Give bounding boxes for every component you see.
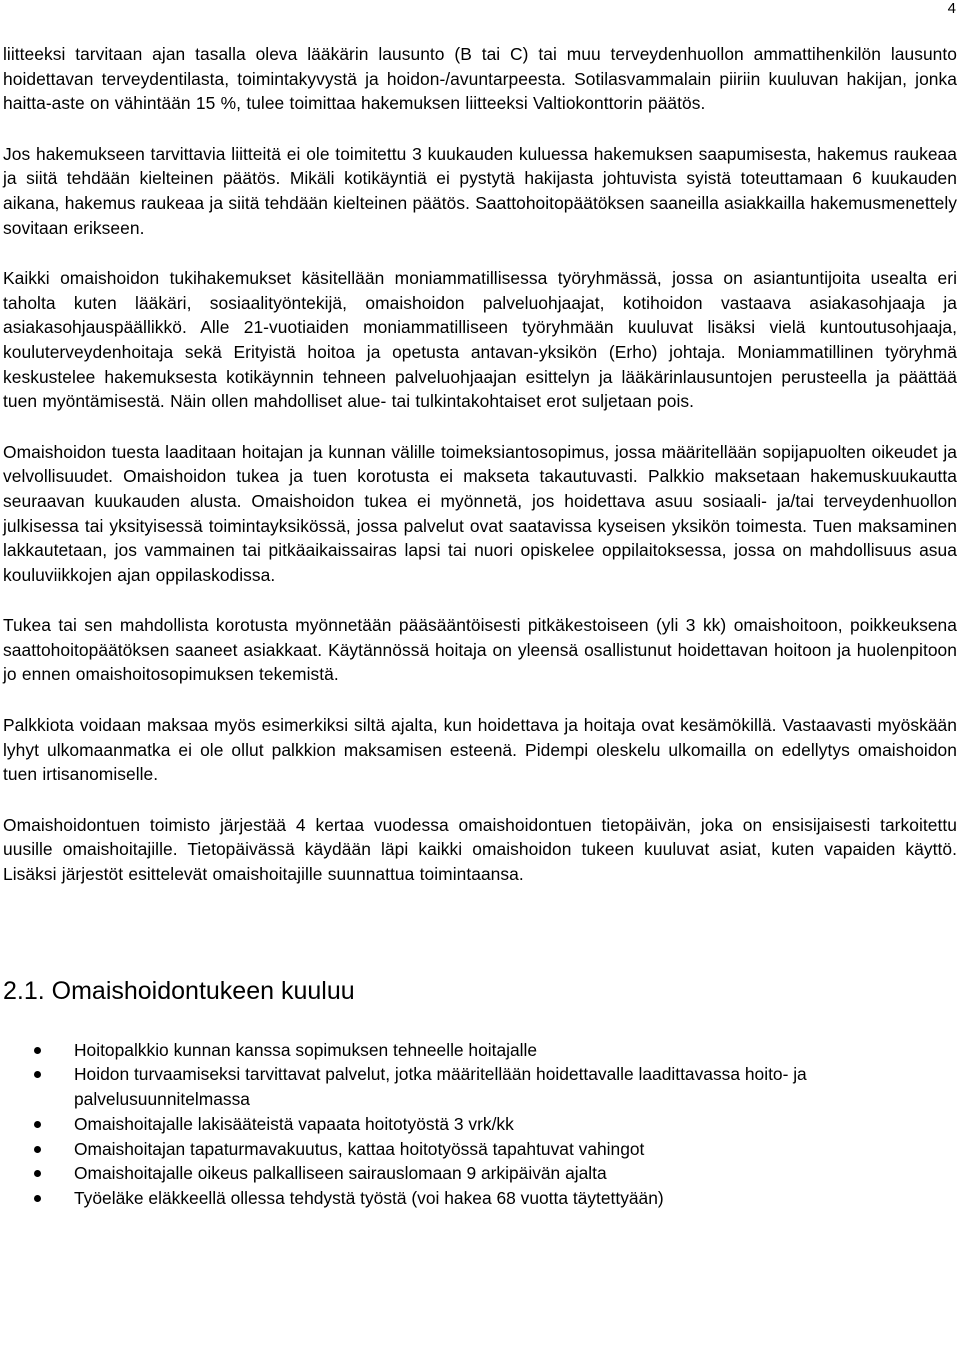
paragraph-working-group: Kaikki omaishoidon tukihakemukset käsitellään moniammatillisessa työryhmässä, jossa on asiantuntijoita usealta eri taholta kuten lääkäri, sosiaalityöntekijä, omaishoidon palveluohjaajat, kotihoidon vastaava asiakasohjaaja ja asiakasohjauspäällikkö. Alle 21-vuotiaiden moniammatilliseen työryhmään kuuluvat lisäksi vielä kuntoutusohjaaja, kouluterveydenhoitaja sekä Erityistä hoitoa ja opetusta antavan-yksikön (Erho) johtaja. Moniammatillinen työryhmä keskustelee hakemuksesta kotikäynnin tehneen palveluohjaajan esittelyn ja lääkärinlausuntojen perusteella ja päättää tuen myöntämisestä. Näin ollen mahdolliset alue- tai tulkintakohtaiset erot suljetaan pois. bbox=[3, 268, 957, 412]
list-item bbox=[3, 1112, 957, 1137]
list-item-text: Omaishoitajalle oikeus palkalliseen sairauslomaan 9 arkipäivän ajalta bbox=[74, 1163, 607, 1184]
list-item bbox=[3, 1186, 957, 1211]
paragraph-travel: Palkkiota voidaan maksaa myös esimerkiksi siltä ajalta, kun hoidettava ja hoitaja ovat kesämökillä. Vastaavasti myöskään lyhyt ulkomaanmatka ei ole ollut palkkion maksamisen esteenä. Pidempi oleskelu ulkomailla on edellytys omaishoidon tuen irtisanomiselle. bbox=[3, 715, 957, 785]
list-item bbox=[3, 1137, 957, 1162]
benefits-list bbox=[3, 1038, 957, 1211]
list-item bbox=[3, 1062, 957, 1111]
list-item-text: Omaishoitajalle lakisääteistä vapaata hoitotyöstä 3 vrk/kk bbox=[74, 1113, 514, 1134]
bullet-icon bbox=[34, 1195, 41, 1202]
list-item-text: Työeläke eläkkeellä ollessa tehdystä työstä (voi hakea 68 vuotta täytettyään) bbox=[74, 1188, 664, 1209]
list-item-text: Hoitopalkkio kunnan kanssa sopimuksen tehneelle hoitajalle bbox=[74, 1039, 538, 1060]
page-number: 4 bbox=[947, 0, 956, 17]
list-item bbox=[3, 1038, 957, 1063]
paragraph-contract: Omaishoidon tuesta laaditaan hoitajan ja kunnan välille toimeksiantosopimus, jossa määritellään sopijapuolten oikeudet ja velvollisuudet. Omaishoidon tukea ja tuen korotusta ei makseta takautuvasti. Palkkio maksetaan hakemuskuukautta seuraavan kuukauden alusta. Omaishoidon tukea ei myönnetä, jos hoidettava asuu sosiaali- ja/tai terveydenhuollon julkisessa tai yksityisessä toimintayksikössä, jossa palvelut ovat saatavissa kyseisen yksikön toimesta. Tuen maksaminen lakkautetaan, jos vammainen tai pitkäaikaissairas lapsi tai nuori opiskelee oppilaitoksessa, jossa on mahdollisuus asua kouluviikkojen ajan oppilaskodissa. bbox=[3, 441, 957, 585]
paragraph-missing-attachments: Jos hakemukseen tarvittavia liitteitä ei ole toimitettu 3 kuukauden kuluessa hakemuksen saapumisesta, hakemus raukeaa ja siitä tehdään kielteinen päätös. Mikäli kotikäyntiä ei pystytä hakijasta johtuvista syistä toteuttamaan 6 kuukauden aikana, hakemus raukeaa ja siitä tehdään kielteinen päätös. Saattohoitopäätöksen saaneilla asiakkailla hakemusmenettely sovitaan erikseen. bbox=[3, 143, 957, 238]
paragraph-attachments: liitteeksi tarvitaan ajan tasalla oleva lääkärin lausunto (B tai C) tai muu terveydenhuollon ammattihenkilön lausunto hoidettavan terveydentilasta, toimintakyvystä ja hoidon-/avuntarpeesta. Sotilasvammalain piiriin kuuluvan hakijan, jonka haitta-aste on vähintään 15 %, tulee toimittaa hakemuksen liitteeksi Valtiokonttorin päätös. bbox=[3, 44, 957, 114]
bullet-icon bbox=[34, 1071, 41, 1078]
paragraph-long-term-care: Tukea tai sen mahdollista korotusta myönnetään pääsääntöisesti pitkäkestoiseen (yli 3 kk) omaishoitoon, poikkeuksena saattohoitopäätöksen saaneet asiakkaat. Käytännössä hoitaja on yleensä osallistunut hoidettavan hoitoon ja huolenpitoon jo ennen omaishoitosopimuksen tekemistä. bbox=[3, 615, 957, 685]
list-item-text: Omaishoitajan tapaturmavakuutus, kattaa hoitotyössä tapahtuvat vahingot bbox=[74, 1138, 645, 1159]
document-body bbox=[3, 42, 957, 1211]
bullet-icon bbox=[34, 1170, 41, 1177]
list-item bbox=[3, 1161, 957, 1186]
bullet-icon bbox=[34, 1121, 41, 1128]
paragraph-info-day: Omaishoidontuen toimisto järjestää 4 kertaa vuodessa omaishoidontuen tietopäivän, joka on ensisijaisesti tarkoitettu uusille omaishoitajille. Tietopäivässä käydään läpi kaikki omaishoidon tukeen kuuluvat asiat, kuten vapaiden käyttö. Lisäksi järjestöt esittelevät omaishoitajille suunnattua toimintaansa. bbox=[3, 814, 957, 885]
bullet-icon bbox=[34, 1047, 41, 1054]
list-item-text: Hoidon turvaamiseksi tarvittavat palvelut, jotka määritellään hoidettavalle laadittavassa hoito- ja palvelusuunnitelmassa bbox=[74, 1064, 807, 1109]
section-heading: 2.1. Omaishoidontukeen kuuluu bbox=[3, 976, 355, 1005]
bullet-icon bbox=[34, 1146, 41, 1153]
